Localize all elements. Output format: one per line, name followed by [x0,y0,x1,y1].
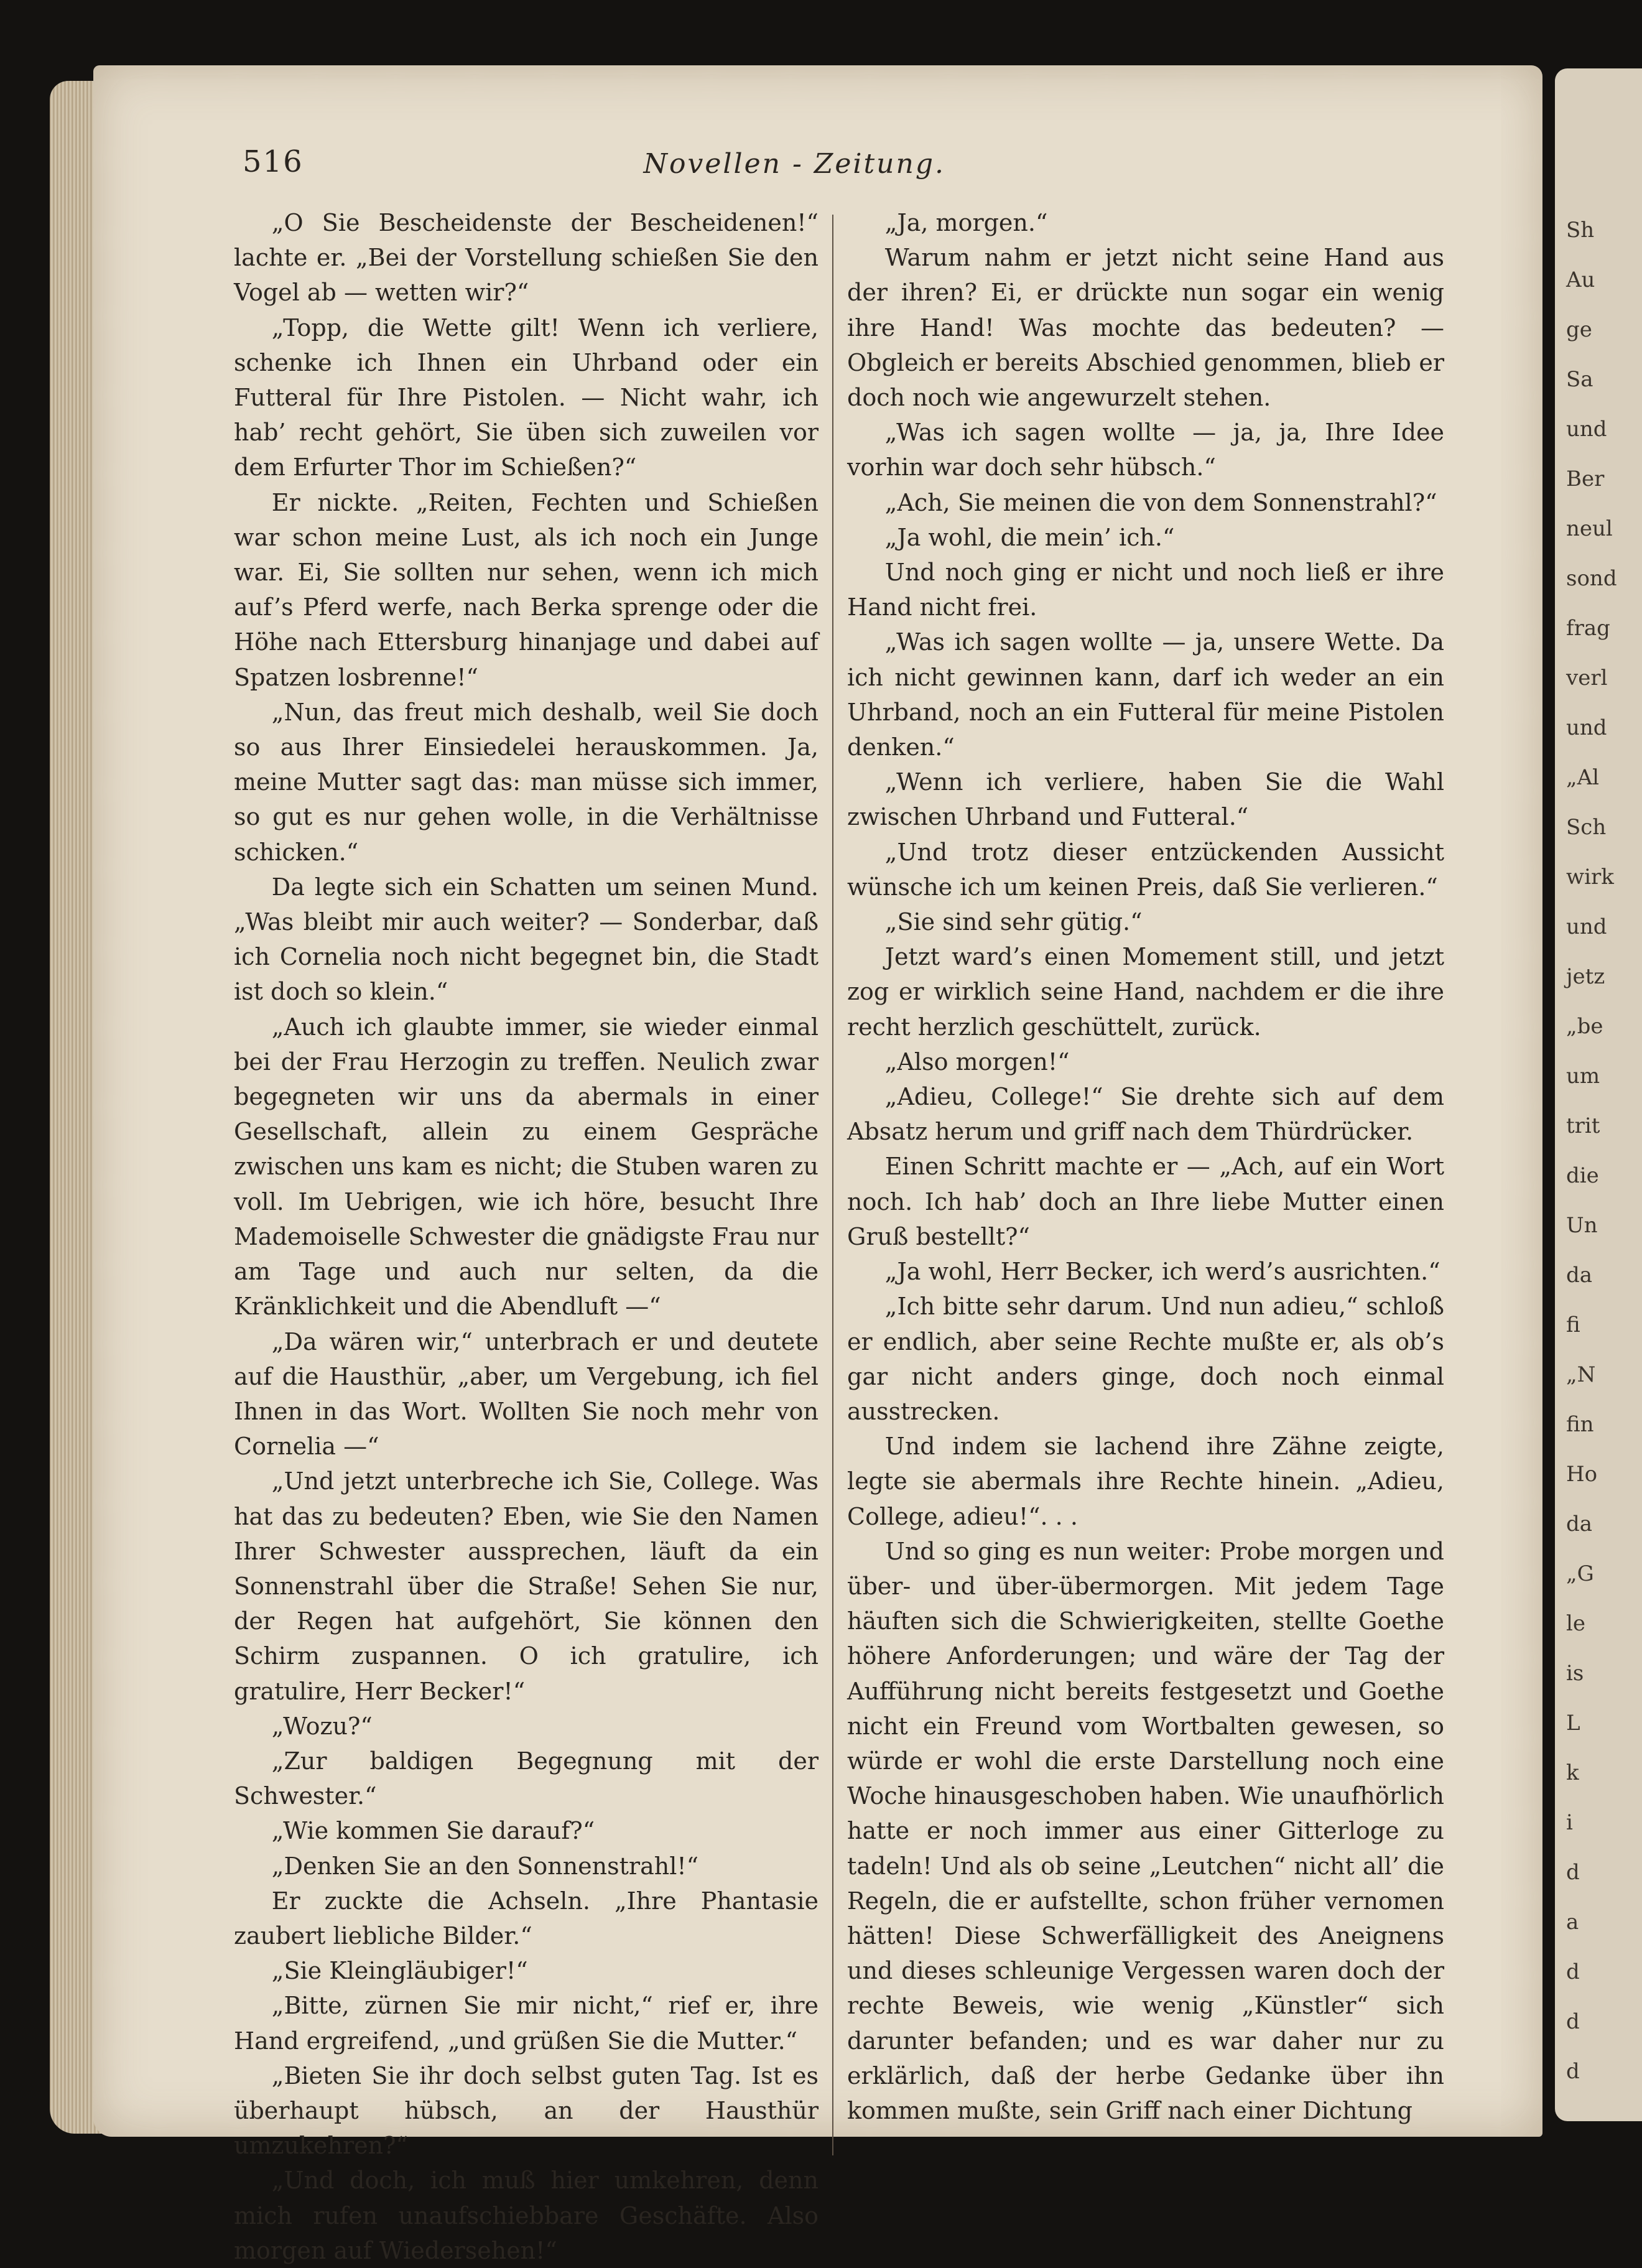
facing-page-text-fragment: ge [1566,317,1592,342]
facing-page-text-fragment: d [1566,1860,1580,1885]
column-divider [832,215,833,2155]
facing-page-text-fragment: d [1566,1959,1580,1984]
facing-page-text-fragment: L [1566,1711,1580,1736]
facing-page-text-fragment: sond [1566,566,1617,591]
facing-page-text-fragment: Ber [1566,467,1605,491]
paragraph: Und so ging es nun weiter: Probe morgen und über- und über-übermorgen. Mit jedem Tage häuften sich die Schwierigkeiten, stellte Goethe höhere Anforderungen; und wäre der Tag der Aufführung nicht bereits festgesetzt und Goethe nicht ein Freund vom Wortbalten gewesen, so würde er wohl die erste Darstellung noch eine Woche hinausgeschoben haben. Wie unaufhörlich hatte er noch immer aus einer Gitterloge zu tadeln! Und als ob seine „Leutchen“ nicht all’ die Regeln, die er aufstellte, schon früher vernomen hätten! Diese Schwerfälligkeit des Aneignens und dieses schleunige Vergessen waren doch der rechte Beweis, wie wenig „Künstler“ sich darunter befanden; und es war daher nur zu erklärlich, daß der herbe Gedanke über ihn kommen mußte, sein Griff nach einer Dichtung [847,1537,1444,2124]
facing-page-text-fragment: Sh [1566,218,1595,243]
paragraph: „Ja wohl, Herr Becker, ich werd’s ausrichten.“ [884,1258,1440,1286]
paragraph: „Topp, die Wette gilt! Wenn ich verliere, schenke ich Ihnen ein Uhrband oder ein Futteral für Ihre Pistolen. — Nicht wahr, ich hab’ recht gehört, Sie üben sich zuweilen vor dem Erfurter Thor im Schießen?“ [234,314,819,481]
facing-page-text-fragment: trit [1566,1113,1600,1138]
paragraph: „Zur baldigen Begegnung mit der Schwester.“ [234,1747,819,1810]
facing-page-text-fragment: Sa [1566,367,1593,392]
paragraph: „Nun, das freut mich deshalb, weil Sie doch so aus Ihrer Einsiedelei herauskommen. Ja, meine Mutter sagt das: man müsse sich immer, so gut es nur gehen wolle, in die Verhältnisse schicken.“ [234,698,819,866]
text-column-left [234,205,819,2268]
page-header [243,144,945,188]
facing-page-text-fragment: da [1566,1512,1593,1536]
facing-page-text-fragment: da [1566,1263,1593,1288]
facing-page-text-fragment: jetz [1566,964,1605,989]
paragraph: Und noch ging er nicht und noch ließ er ihre Hand nicht frei. [847,559,1444,621]
paragraph: „Wenn ich verliere, haben Sie die Wahl zwischen Uhrband und Futteral.“ [847,768,1444,831]
paragraph: „O Sie Bescheidenste der Bescheidenen!“ lachte er. „Bei der Vorstellung schießen Sie den Vogel ab — wetten wir?“ [234,209,819,307]
paragraph: „Auch ich glaubte immer, sie wieder einmal bei der Frau Herzogin zu treffen. Neulich zwar begegneten wir uns da abermals in einer Gesellschaft, allein zu einem Gespräche zwischen uns kam es nicht; die Stuben waren zu voll. Im Uebrigen, wie ich höre, besucht Ihre Mademoiselle Schwester die gnädigste Frau nur am Tage und auch nur selten, da die Kränklichkeit und die Abendluft —“ [234,1013,819,1321]
paragraph: „Und doch, ich muß hier umkehren, denn mich rufen unaufschiebbare Geschäfte. Also morgen auf Wiedersehen!“ [234,2167,819,2264]
facing-page-text-fragment: um [1566,1064,1600,1089]
paragraph: Und indem sie lachend ihre Zähne zeigte, legte sie abermals ihre Rechte hinein. „Adieu, College, adieu!“. . . [847,1433,1444,1530]
paragraph: „Wozu?“ [271,1712,373,1740]
paragraph: „Was ich sagen wollte — ja, unsere Wette. Da ich nicht gewinnen kann, darf ich weder an ein Uhrband, noch an ein Futteral für meine Pistolen denken.“ [847,628,1444,761]
paragraph: „Ja, morgen.“ [884,209,1048,236]
facing-page-text-fragment: Un [1566,1213,1598,1238]
facing-page-text-fragment: Au [1566,267,1595,292]
paragraph: Jetzt ward’s einen Momement still, und jetzt zog er wirklich seine Hand, nachdem er die ihre recht herzlich geschüttelt, zurück. [847,943,1444,1041]
facing-page-text-fragment: fi [1566,1313,1580,1337]
paragraph: Einen Schritt machte er — „Ach, auf ein Wort noch. Ich hab’ doch an Ihre liebe Mutter einen Gruß bestellt?“ [847,1153,1444,1250]
facing-page-text-fragment: „G [1566,1561,1594,1586]
paragraph: „Bieten Sie ihr doch selbst guten Tag. Ist es überhaupt hübsch, an der Hausthür umzukehren?“ [234,2061,819,2160]
facing-page-text-fragment: is [1566,1661,1584,1686]
facing-page-fragment [1555,68,1642,2121]
page-number: 516 [243,144,304,179]
facing-page-text-fragment: und [1566,914,1607,939]
facing-page-text-fragment: die [1566,1163,1599,1188]
paragraph: „Denken Sie an den Sonnenstrahl!“ [271,1852,699,1880]
paragraph: „Also morgen!“ [884,1048,1070,1076]
running-title: Novellen - Zeitung. [643,148,945,180]
facing-page-text-fragment: fin [1566,1412,1594,1437]
facing-page-text-fragment: Ho [1566,1462,1598,1487]
text-column-right [847,205,1444,2128]
paragraph: „Sie Kleingläubiger!“ [271,1957,528,1985]
paragraph: „Bitte, zürnen Sie mir nicht,“ rief er, ihre Hand ergreifend, „und grüßen Sie die Mutter.“ [234,1992,819,2055]
facing-page-text-fragment: d [1566,2059,1580,2084]
paragraph: „Da wären wir,“ unterbrach er und deutete auf die Hausthür, „aber, um Vergebung, ich fiel Ihnen in das Wort. Wollten Sie noch mehr von Cornelia —“ [234,1327,819,1461]
facing-page-text-fragment: „N [1566,1362,1596,1387]
paragraph: „Was ich sagen wollte — ja, ja, Ihre Idee vorhin war doch sehr hübsch.“ [847,419,1444,481]
facing-page-text-fragment: „Al [1566,765,1600,790]
facing-page-text-fragment: verl [1566,666,1608,690]
facing-page-text-fragment: „be [1566,1014,1603,1039]
facing-page-text-fragment: und [1566,715,1607,740]
facing-page-text-fragment: wirk [1566,865,1614,890]
paragraph: Da legte sich ein Schatten um seinen Mund. „Was bleibt mir auch weiter? — Sonderbar, daß ich Cornelia noch nicht begegnet bin, die Stadt ist doch so klein.“ [234,873,819,1006]
paragraph: Warum nahm er jetzt nicht seine Hand aus der ihren? Ei, er drückte nun sogar ein wenig ihre Hand! Was mochte das bedeuten? — Obgleich er bereits Abschied genommen, blieb er doch noch wie angewurzelt stehen. [847,244,1444,412]
facing-page-text-fragment: Sch [1566,815,1607,840]
facing-page-text-fragment: k [1566,1760,1579,1785]
paragraph: „Und jetzt unterbreche ich Sie, College. Was hat das zu bedeuten? Eben, wie Sie den Namen Ihrer Schwester aussprechen, läuft da ein Sonnenstrahl über die Straße! Sehen Sie nur, der Regen hat aufgehört, Sie können den Schirm zuspannen. O ich gratulire, ich gratulire, Herr Becker!“ [234,1467,819,1705]
paragraph: Er zuckte die Achseln. „Ihre Phantasie zaubert liebliche Bilder.“ [234,1887,819,1950]
facing-page-text-fragment: d [1566,2009,1580,2034]
paragraph: „Adieu, College!“ Sie drehte sich auf dem Absatz herum und griff nach dem Thürdrücker. [847,1083,1444,1146]
paragraph: „Und trotz dieser entzückenden Aussicht wünsche ich um keinen Preis, daß Sie verlieren.“ [847,838,1444,901]
paragraph: „Ja wohl, die mein’ ich.“ [884,523,1175,551]
paragraph: „Sie sind sehr gütig.“ [884,908,1143,936]
paragraph: „Ich bitte sehr darum. Und nun adieu,“ schloß er endlich, aber seine Rechte mußte er, als ob’s gar nicht anders ginge, doch noch einmal ausstrecken. [847,1293,1444,1425]
paragraph: Er nickte. „Reiten, Fechten und Schießen war schon meine Lust, als ich noch ein Junge war. Ei, Sie sollten nur sehen, wenn ich mich auf’s Pferd werfe, nach Berka sprenge oder die Höhe nach Ettersburg hinanjage und dabei auf Spatzen losbrenne!“ [234,488,819,691]
facing-page-text-fragment: frag [1566,616,1610,641]
facing-page-text-fragment: le [1566,1611,1585,1636]
paragraph: „Wie kommen Sie darauf?“ [271,1817,595,1845]
facing-page-text-fragment: und [1566,417,1607,442]
paragraph: „Ach, Sie meinen die von dem Sonnenstrahl?“ [884,488,1437,516]
facing-page-text-fragment: a [1566,1910,1579,1935]
facing-page-text-fragment: i [1566,1810,1573,1835]
facing-page-text-fragment: neul [1566,516,1613,541]
